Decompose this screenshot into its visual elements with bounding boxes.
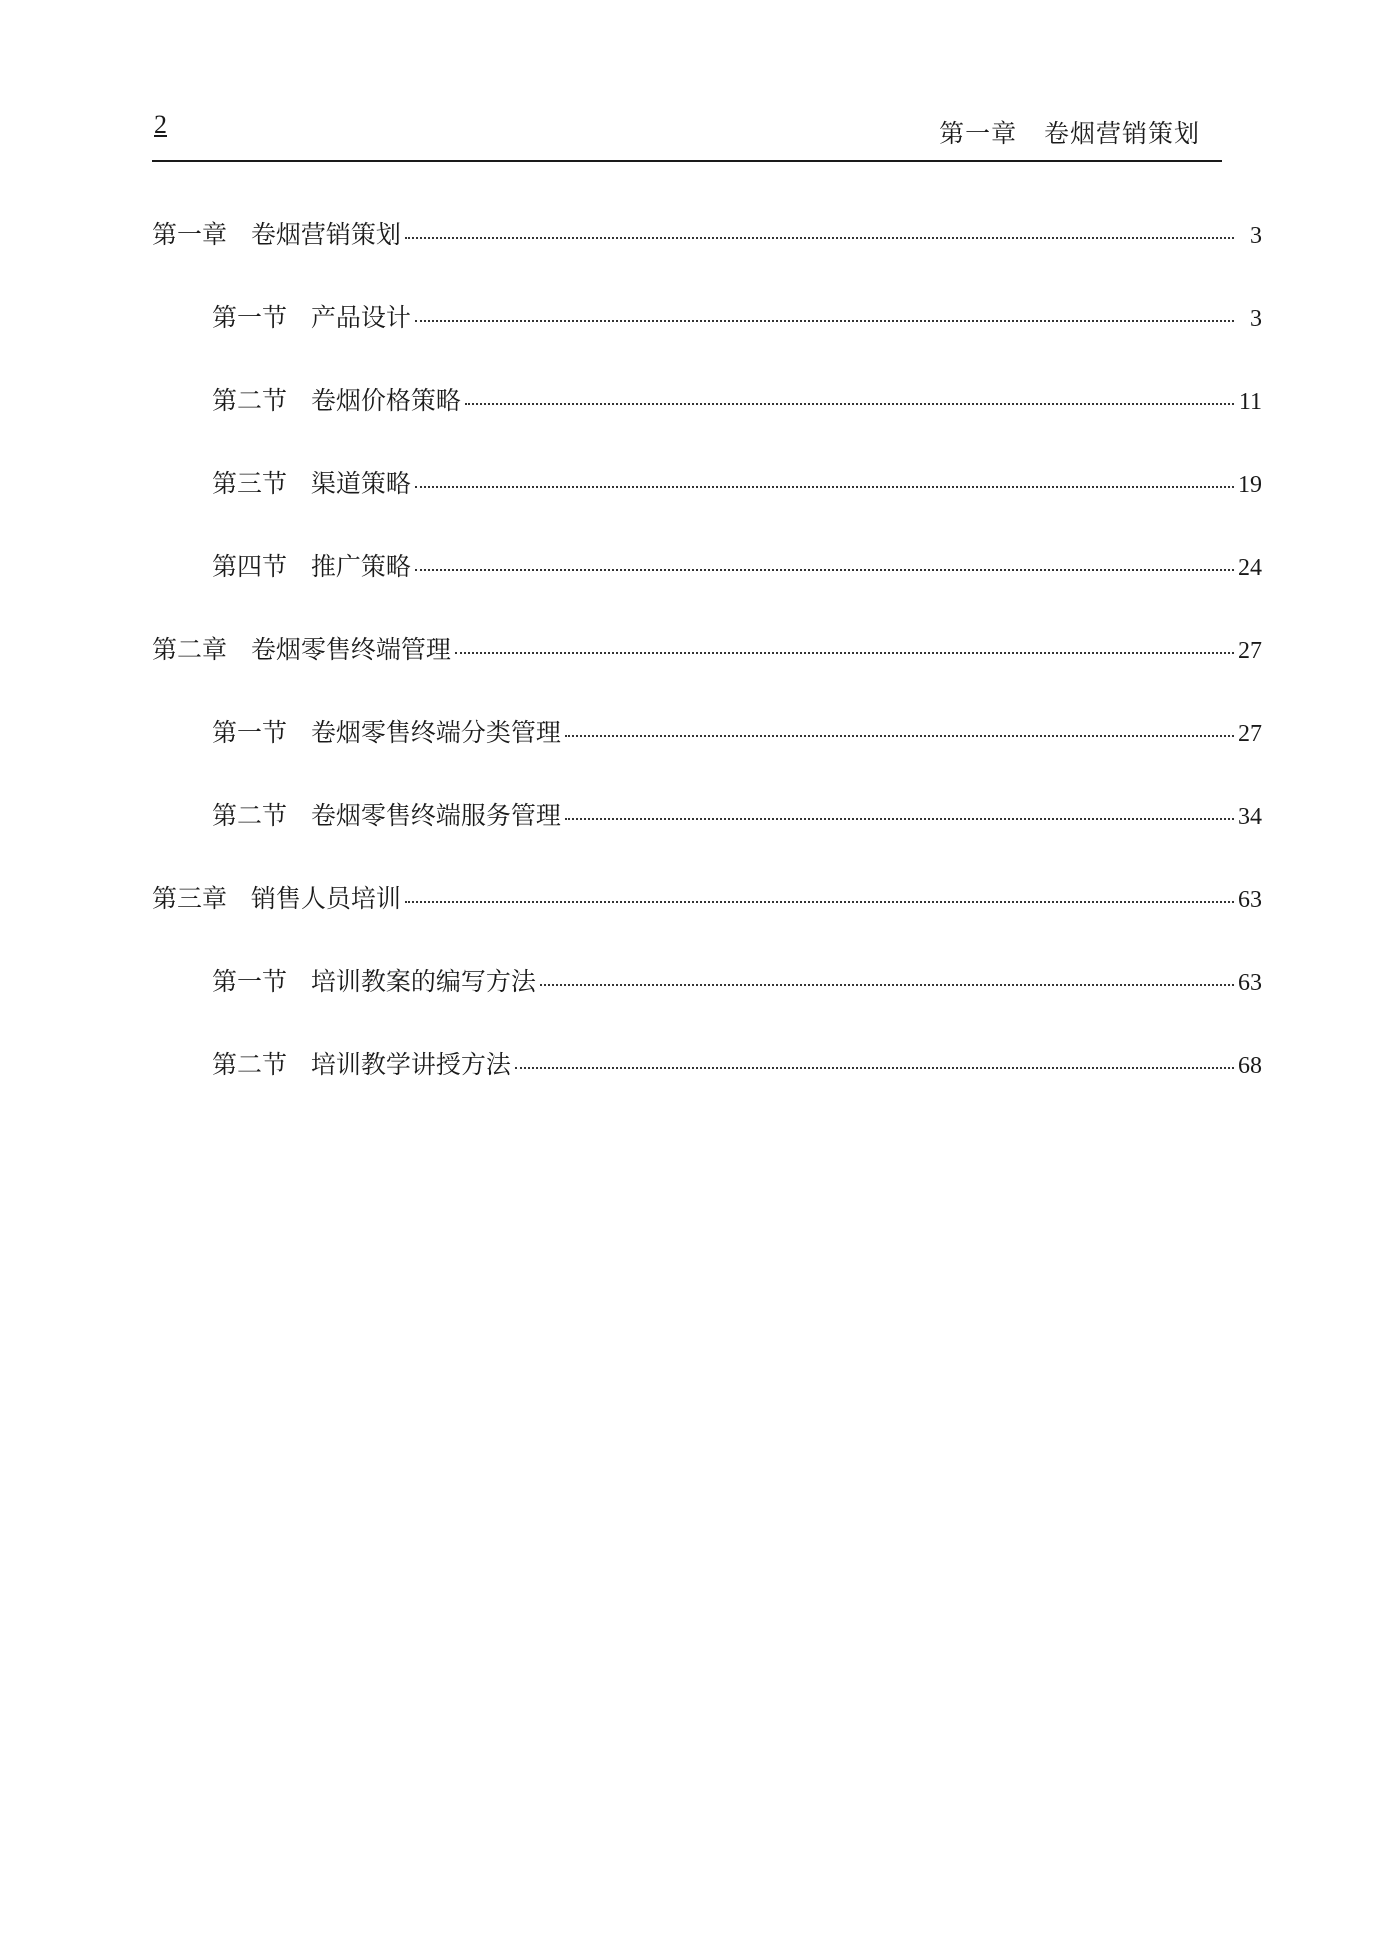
- toc-entry-page: 68: [1238, 1053, 1262, 1079]
- toc-entry-page: 27: [1238, 638, 1262, 664]
- toc-entry-page: 3: [1250, 223, 1262, 249]
- toc-entry-label: 第二节: [212, 386, 288, 415]
- toc-entry-page: 24: [1238, 555, 1262, 581]
- dot-leader: [540, 984, 1234, 986]
- dot-leader: [565, 818, 1234, 820]
- page-number: 2: [154, 110, 167, 139]
- toc-entry-label: 第一节: [212, 718, 288, 747]
- toc-section-entry[interactable]: [152, 962, 1262, 1045]
- dot-leader: [415, 486, 1234, 488]
- dot-leader: [455, 652, 1234, 654]
- toc-chapter-entry[interactable]: [152, 630, 1262, 713]
- toc-entry-page: 63: [1238, 887, 1262, 913]
- toc-entry-page: 19: [1238, 472, 1262, 498]
- toc-entry-page: 34: [1238, 804, 1262, 830]
- toc-entry-page: 11: [1238, 389, 1262, 415]
- toc-entry-label: 第一章: [152, 220, 228, 249]
- dot-leader: [415, 569, 1234, 571]
- toc-section-entry[interactable]: [152, 381, 1262, 464]
- dot-leader: [415, 320, 1234, 322]
- toc-chapter-entry[interactable]: [152, 215, 1262, 298]
- toc-entry-page: 3: [1250, 306, 1262, 332]
- toc-entry-label: 第三章: [152, 884, 228, 913]
- toc-entry-label: 第四节: [212, 552, 288, 581]
- running-title: 第一章 卷烟营销策划: [939, 119, 1200, 148]
- toc-entry-label: 第二章: [152, 635, 228, 664]
- page-header: [152, 100, 1222, 162]
- toc-entry-page: 27: [1238, 721, 1262, 747]
- toc-section-entry[interactable]: [152, 713, 1262, 796]
- toc-entry-title: 卷烟价格策略: [310, 386, 461, 415]
- toc-section-entry[interactable]: [152, 547, 1262, 630]
- toc-entry-title: 卷烟零售终端服务管理: [310, 801, 561, 830]
- toc-entry-label: 第二节: [212, 1050, 288, 1079]
- toc-entry-label: 第一节: [212, 303, 288, 332]
- toc-entry-title: 渠道策略: [310, 469, 411, 498]
- toc-entry-title: 推广策略: [310, 552, 411, 581]
- toc-section-entry[interactable]: [152, 796, 1262, 879]
- dot-leader: [565, 735, 1234, 737]
- toc-section-entry[interactable]: [152, 298, 1262, 381]
- toc-entry-title: 产品设计: [310, 303, 411, 332]
- toc-entry-title: 培训教案的编写方法: [310, 967, 536, 996]
- toc-entry-title: 卷烟零售终端管理: [250, 635, 451, 664]
- toc-section-entry[interactable]: [152, 464, 1262, 547]
- toc-section-entry[interactable]: [152, 1045, 1262, 1128]
- toc-entry-title: 卷烟营销策划: [250, 220, 401, 249]
- dot-leader: [465, 403, 1234, 405]
- table-of-contents: [152, 215, 1262, 1128]
- toc-entry-title: 销售人员培训: [250, 884, 401, 913]
- toc-entry-page: 63: [1238, 970, 1262, 996]
- toc-chapter-entry[interactable]: [152, 879, 1262, 962]
- toc-entry-label: 第三节: [212, 469, 288, 498]
- dot-leader: [405, 237, 1234, 239]
- dot-leader: [405, 901, 1234, 903]
- toc-entry-label: 第二节: [212, 801, 288, 830]
- toc-entry-label: 第一节: [212, 967, 288, 996]
- dot-leader: [515, 1067, 1234, 1069]
- toc-entry-title: 卷烟零售终端分类管理: [310, 718, 561, 747]
- toc-entry-title: 培训教学讲授方法: [310, 1050, 511, 1079]
